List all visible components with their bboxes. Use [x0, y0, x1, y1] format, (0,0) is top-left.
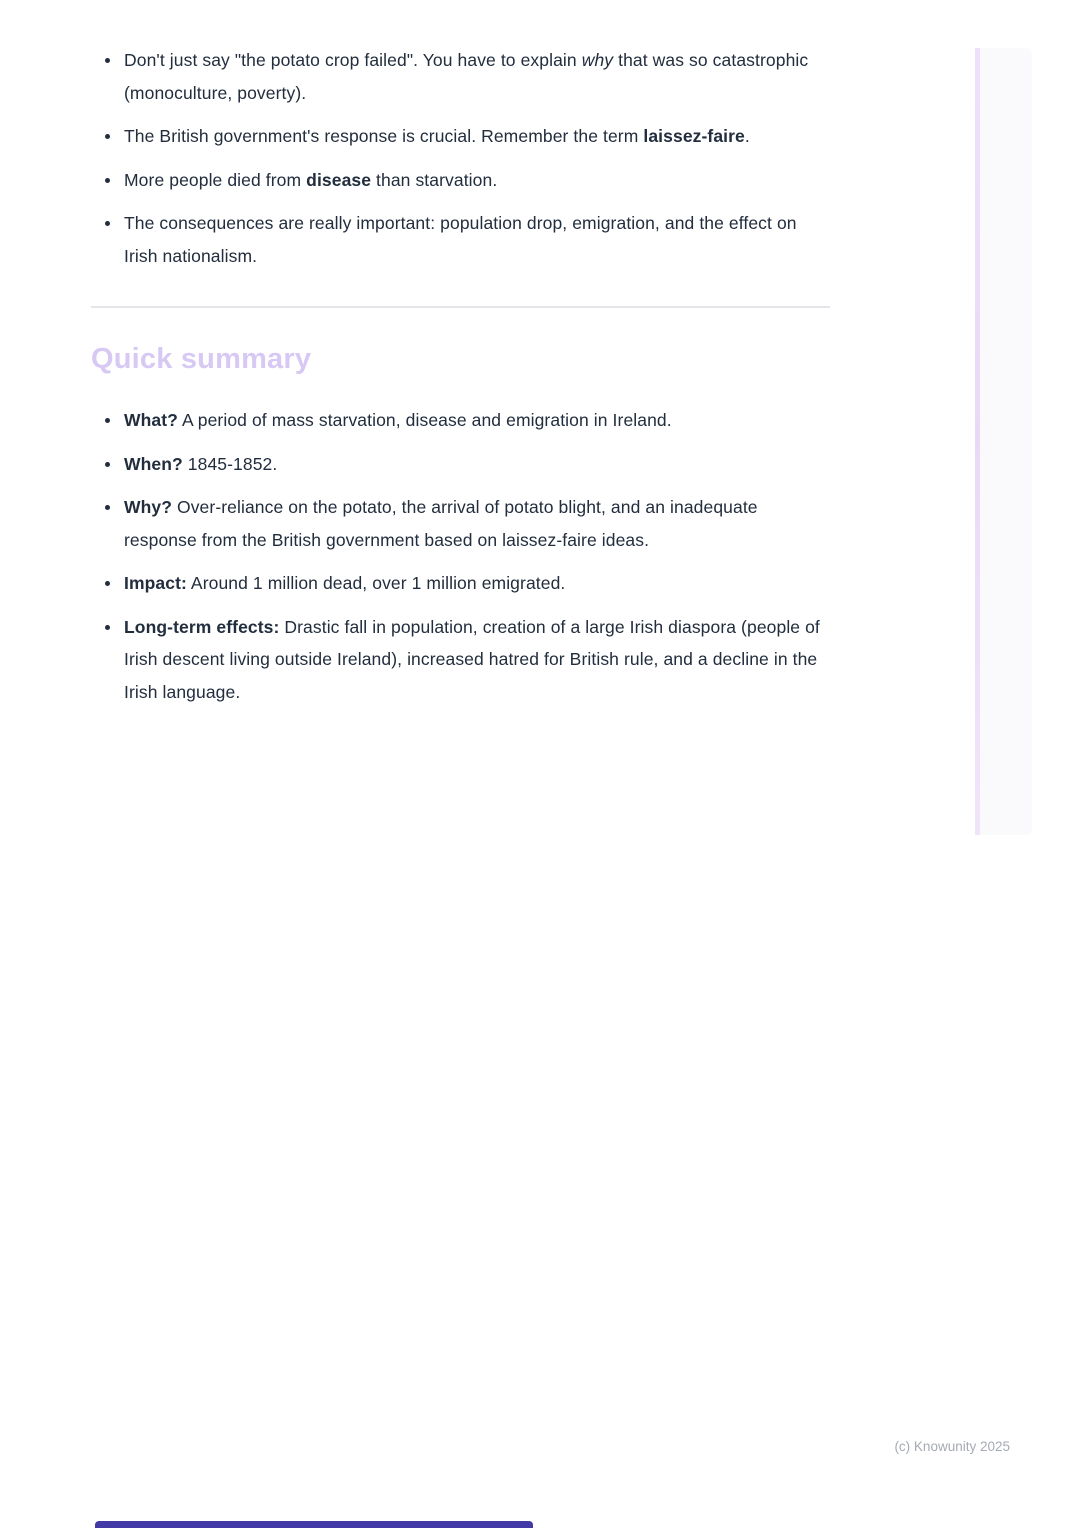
list-item [91, 491, 830, 556]
text-segment: laissez-faire [643, 126, 745, 146]
text-segment: More people died from [124, 169, 307, 190]
text-segment: that was so catastrophic (monoculture, poverty). [124, 50, 809, 103]
list-item [91, 120, 830, 153]
copyright-footer: (c) Knowunity 2025 [894, 1439, 1010, 1454]
list-item [91, 207, 830, 272]
list-item [91, 448, 830, 481]
notes-content [91, 44, 830, 719]
text-segment: Drastic fall in population, creation of a large Irish diaspora (people of Irish descent living outside Ireland), increased hatred for British rule, and a decline in the Irish language. [124, 616, 820, 702]
exam-tips-list [91, 44, 830, 272]
list-item [91, 44, 830, 109]
next-page-preview-panel [980, 48, 1032, 835]
text-segment: The consequences are really important: population drop, emigration, and the effect on Irish nationalism. [124, 213, 797, 266]
bottom-accent-bar [95, 1521, 533, 1528]
section-divider [91, 306, 830, 308]
text-segment: 1845-1852. [182, 453, 278, 474]
text-segment: A period of mass starvation, disease and emigration in Ireland. [177, 410, 672, 430]
text-segment: Impact: [124, 573, 187, 593]
text-segment: When? [124, 453, 183, 474]
list-item [91, 404, 830, 437]
list-item [91, 611, 830, 709]
text-segment: Why? [124, 497, 173, 517]
text-segment: why [581, 50, 614, 70]
text-segment: than starvation. [371, 169, 498, 190]
text-segment: Don't just say "the potato crop failed". You have to explain [124, 50, 582, 70]
text-segment: disease [306, 169, 372, 190]
quick-summary-list [91, 404, 830, 708]
text-segment: . [744, 126, 750, 146]
text-segment: Over-reliance on the potato, the arrival of potato blight, and an inadequate response from the British government based on laissez-faire ideas. [124, 497, 758, 550]
text-segment: Around 1 million dead, over 1 million emigrated. [186, 573, 566, 593]
text-segment: Long-term effects: [124, 616, 280, 637]
text-segment: What? [124, 410, 178, 430]
list-item [91, 164, 830, 197]
list-item [91, 567, 830, 600]
text-segment: The British government's response is crucial. Remember the term [124, 126, 644, 146]
quick-summary-heading: Quick summary [91, 343, 312, 375]
